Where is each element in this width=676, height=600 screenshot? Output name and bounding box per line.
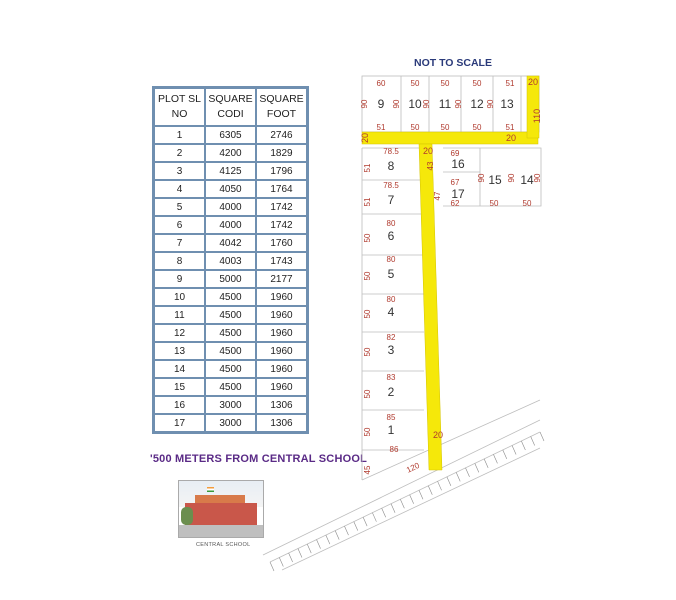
square-codi-cell: 4500 [205,306,256,324]
plot-number: 10 [408,97,422,111]
road-width-label: 110 [532,108,542,124]
plot-sl-no-cell: 2 [154,144,205,162]
square-codi-cell: 3000 [205,414,256,432]
square-codi-cell: 3000 [205,396,256,414]
square-codi-cell: 4500 [205,378,256,396]
square-foot-cell: 1960 [256,360,307,378]
dimension-label: 85 [386,413,396,422]
plot-number: 8 [387,159,395,173]
dimension-label: 50 [489,199,499,208]
square-foot-cell: 1743 [256,252,307,270]
plot-sl-no-cell: 15 [154,378,205,396]
dimension-label: 50 [363,389,372,399]
square-foot-cell: 1829 [256,144,307,162]
dimension-label: 90 [477,173,486,183]
square-foot-cell: 2746 [256,126,307,144]
plot-number: 17 [451,187,465,201]
square-codi-cell: 6305 [205,126,256,144]
dimension-label: 120 [404,460,421,475]
square-codi-cell: 4000 [205,198,256,216]
road-width-label: 20 [527,77,539,87]
dimension-label: 50 [522,199,532,208]
dimension-label: 51 [363,197,372,207]
plot-number: 7 [387,193,395,207]
road-width-label: 43 [426,161,435,171]
dimension-label: 90 [507,173,516,183]
square-codi-cell: 4500 [205,342,256,360]
square-foot-cell: 1742 [256,216,307,234]
plot-number: 16 [451,157,465,171]
plot-number: 3 [387,343,395,357]
header-plot-sl-no: PLOT SL NO [154,88,205,126]
road-width-label: 47 [433,191,442,201]
dimension-label: 69 [450,149,460,158]
header-square-foot: SQUARE FOOT [256,88,307,126]
square-codi-cell: 4050 [205,180,256,198]
square-codi-cell: 4500 [205,324,256,342]
dimension-label: 50 [363,233,372,243]
dimension-label: 82 [386,333,396,342]
dimension-label: 51 [376,123,386,132]
plot-boundaries [263,76,541,570]
road-width-label: 20 [505,133,517,143]
plot-sl-no-cell: 16 [154,396,205,414]
plot-sl-no-cell: 7 [154,234,205,252]
plot-sl-no-cell: 11 [154,306,205,324]
railway-track [270,432,544,571]
plot-sl-no-cell: 12 [154,324,205,342]
dimension-label: 86 [389,445,399,454]
dimension-label: 62 [450,199,460,208]
dimension-label: 78.5 [383,147,399,156]
square-foot-cell: 1960 [256,288,307,306]
dimension-label: 50 [410,123,420,132]
dimension-label: 67 [450,178,460,187]
dimension-label: 83 [386,373,396,382]
plot-number: 12 [470,97,484,111]
plot-number: 15 [488,173,502,187]
plot-sl-no-cell: 6 [154,216,205,234]
plot-sl-no-cell: 1 [154,126,205,144]
dimension-label: 50 [363,427,372,437]
dimension-label: 90 [360,99,369,109]
dimension-label: 90 [422,99,431,109]
square-foot-cell: 1960 [256,324,307,342]
dimension-label: 50 [440,123,450,132]
dimension-label: 80 [386,255,396,264]
square-foot-cell: 1306 [256,414,307,432]
plot-sl-no-cell: 14 [154,360,205,378]
plot-number: 4 [387,305,395,319]
square-codi-cell: 5000 [205,270,256,288]
square-codi-cell: 4500 [205,288,256,306]
plot-number: 13 [500,97,514,111]
plot-number: 1 [387,423,395,437]
square-codi-cell: 4042 [205,234,256,252]
plot-sl-no-cell: 3 [154,162,205,180]
dimension-label: 50 [472,123,482,132]
square-foot-cell: 2177 [256,270,307,288]
square-foot-cell: 1760 [256,234,307,252]
dimension-label: 50 [363,347,372,357]
square-codi-cell: 4200 [205,144,256,162]
square-foot-cell: 1960 [256,342,307,360]
dimension-label: 50 [363,271,372,281]
plot-sl-no-cell: 10 [154,288,205,306]
plot-sl-no-cell: 17 [154,414,205,432]
dimension-label: 50 [363,309,372,319]
square-codi-cell: 4125 [205,162,256,180]
square-foot-cell: 1796 [256,162,307,180]
square-codi-cell: 4000 [205,216,256,234]
square-foot-cell: 1960 [256,306,307,324]
dimension-label: 90 [392,99,401,109]
square-codi-cell: 4500 [205,360,256,378]
plot-number: 2 [387,385,395,399]
dimension-label: 51 [505,79,515,88]
plot-number: 6 [387,229,395,243]
plot-number: 11 [438,97,452,111]
dimension-label: 90 [486,99,495,109]
dimension-label: 51 [363,163,372,173]
dimension-label: 60 [376,79,386,88]
square-foot-cell: 1306 [256,396,307,414]
plot-sl-no-cell: 4 [154,180,205,198]
plot-sl-no-cell: 5 [154,198,205,216]
square-foot-cell: 1742 [256,198,307,216]
square-foot-cell: 1960 [256,378,307,396]
dimension-label: 50 [472,79,482,88]
square-foot-cell: 1764 [256,180,307,198]
plot-sl-no-cell: 8 [154,252,205,270]
header-square-codi: SQUARE CODI [205,88,256,126]
dimension-label: 78.5 [383,181,399,190]
road-width-label: 20 [360,132,370,144]
dimension-label: 50 [410,79,420,88]
dimension-label: 90 [533,173,542,183]
not-to-scale-label: NOT TO SCALE [414,57,492,69]
plot-sl-no-cell: 13 [154,342,205,360]
road-width-label: 20 [432,430,444,440]
square-codi-cell: 4003 [205,252,256,270]
plot-sl-no-cell: 9 [154,270,205,288]
dimension-label: 45 [363,465,372,475]
dimension-label: 90 [454,99,463,109]
plot-number: 14 [520,173,534,187]
dimension-label: 80 [386,219,396,228]
dimension-label: 51 [505,123,515,132]
road-width-label: 20 [422,146,434,156]
dimension-label: 80 [386,295,396,304]
photo-caption: CENTRAL SCHOOL [196,542,251,548]
dimension-label: 50 [440,79,450,88]
plot-number: 9 [377,97,385,111]
distance-note: '500 METERS FROM CENTRAL SCHOOL [150,453,368,465]
plot-number: 5 [387,267,395,281]
